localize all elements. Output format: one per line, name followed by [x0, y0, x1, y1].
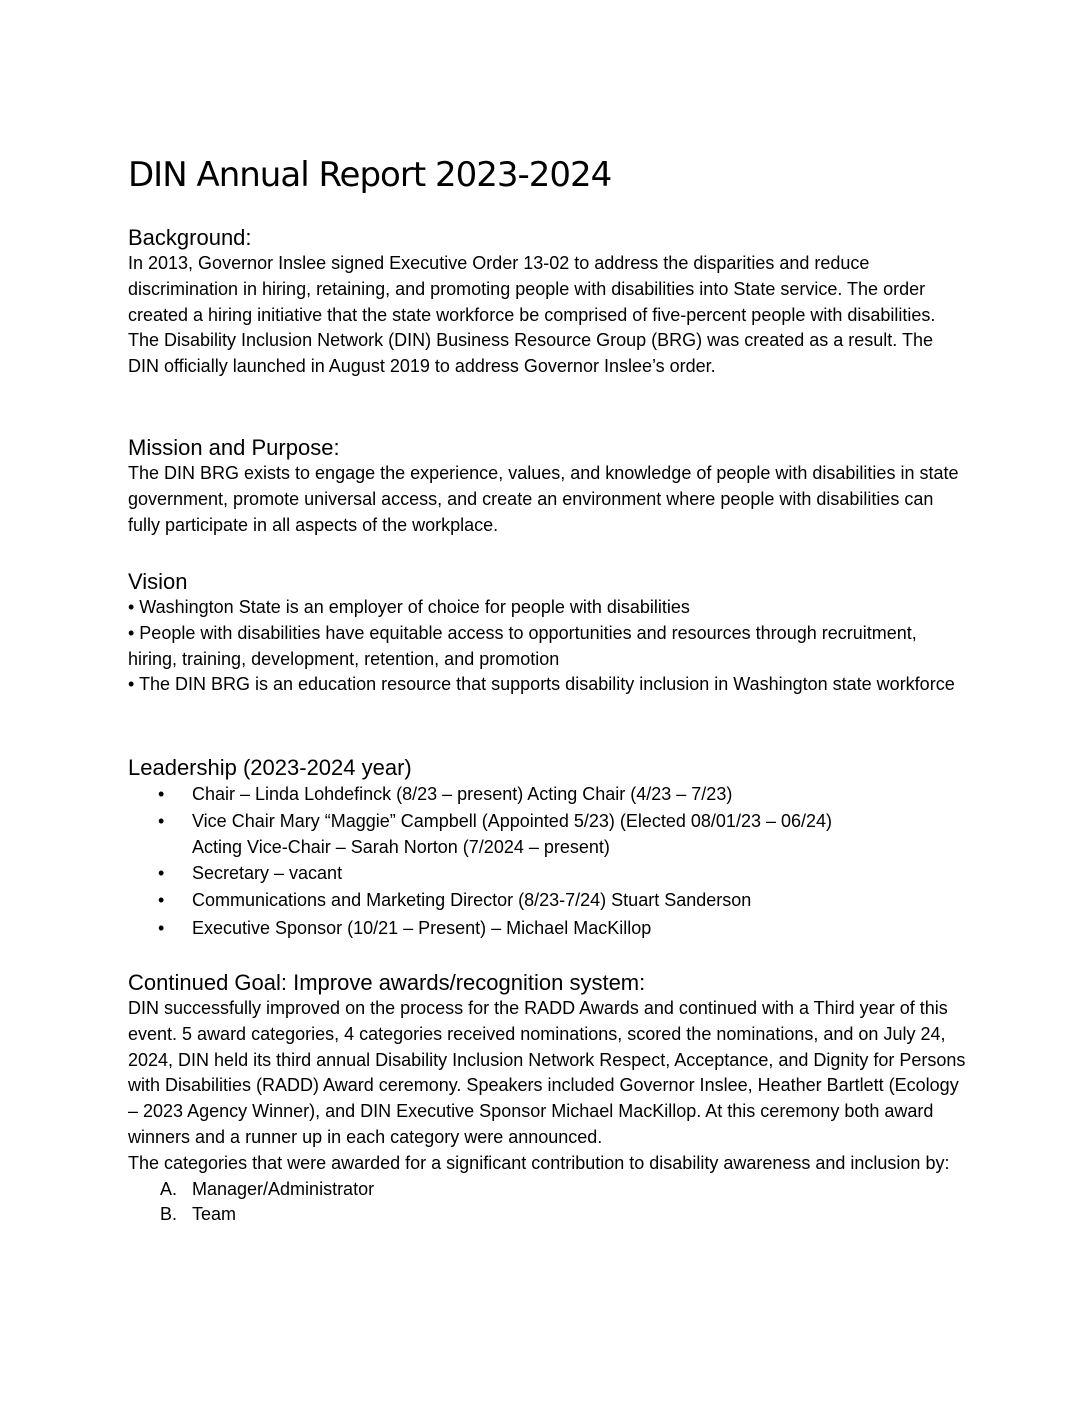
leadership-heading: Leadership (2023-2024 year) [128, 755, 412, 780]
leadership-item: • Executive Sponsor (10/21 – Present) – Michael MacKillop [128, 915, 968, 942]
page-title: DIN Annual Report 2023-2024 [128, 155, 612, 195]
leadership-item: • Chair – Linda Lohdefinck (8/23 – present) Acting Chair (4/23 – 7/23) [128, 781, 968, 808]
mission-section [128, 435, 968, 538]
leadership-section [128, 755, 968, 942]
vision-heading: Vision [128, 569, 188, 594]
vision-line: • People with disabilities have equitable access to opportunities and resources through recruitment, hiring, training, development, retention, and promotion [128, 622, 917, 669]
award-category-label: Manager/Administrator [192, 1178, 375, 1199]
leadership-item-text: Vice Chair Mary “Maggie” Campbell (Appointed 5/23) (Elected 08/01/23 – 06/24) [192, 811, 833, 832]
mission-text: The DIN BRG exists to engage the experience, values, and knowledge of people with disabilities in state government, promote universal access, and create an environment where people with disabilities can fully participate in all aspects of the workplace. [128, 463, 959, 535]
list-marker: A. [160, 1178, 178, 1199]
leadership-item [128, 808, 968, 860]
vision-line: • Washington State is an employer of choice for people with disabilities [128, 597, 690, 617]
award-category-item [128, 1202, 968, 1228]
goal-heading: Continued Goal: Improve awards/recognition system: [128, 970, 646, 995]
vision-line: • The DIN BRG is an education resource that supports disability inclusion in Washington state workforce [128, 674, 955, 695]
goal-text: DIN successfully improved on the process for the RADD Awards and continued with a Third year of this event. 5 award categories, 4 categories received nominations, scored the nominations, and on July 24, 2024, DIN held its third annual Disability Inclusion Network Respect, Acceptance, and Dignity for Persons with Disabilities (RADD) Award ceremony. Speakers included Governor Inslee, Heather Bartlett (Ecology – 2023 Agency Winner), and DIN Executive Sponsor Michael MacKillop. At this ceremony both award winners and a runner up in each category were announced. [128, 998, 966, 1147]
award-categories-list [128, 1177, 968, 1229]
categories-intro: The categories that were awarded for a significant contribution to disability awareness and inclusion by: [128, 1152, 950, 1173]
vision-section [128, 569, 968, 698]
leadership-item: • Secretary – vacant [128, 860, 968, 887]
background-section [128, 225, 968, 380]
award-category-item [128, 1177, 968, 1203]
background-text: In 2013, Governor Inslee signed Executive Order 13-02 to address the disparities and reduce discrimination in hiring, retaining, and promoting people with disabilities into State service. The order created a hiring initiative that the state workforce be comprised of five-percent people with disabilities. The Disability Inclusion Network (DIN) Business Resource Group (BRG) was created as a result. The DIN officially launched in August 2019 to address Governor Inslee’s order. [128, 253, 936, 377]
goal-section [128, 970, 968, 1228]
leadership-item-text: Acting Vice-Chair – Sarah Norton (7/2024 – present) [192, 837, 610, 858]
leadership-item: • Communications and Marketing Director (8/23-7/24) Stuart Sanderson [128, 887, 968, 914]
mission-heading: Mission and Purpose: [128, 435, 340, 460]
award-category-label: Team [192, 1204, 237, 1225]
leadership-list [128, 781, 968, 942]
list-marker: B. [160, 1204, 178, 1225]
background-heading: Background: [128, 225, 252, 250]
